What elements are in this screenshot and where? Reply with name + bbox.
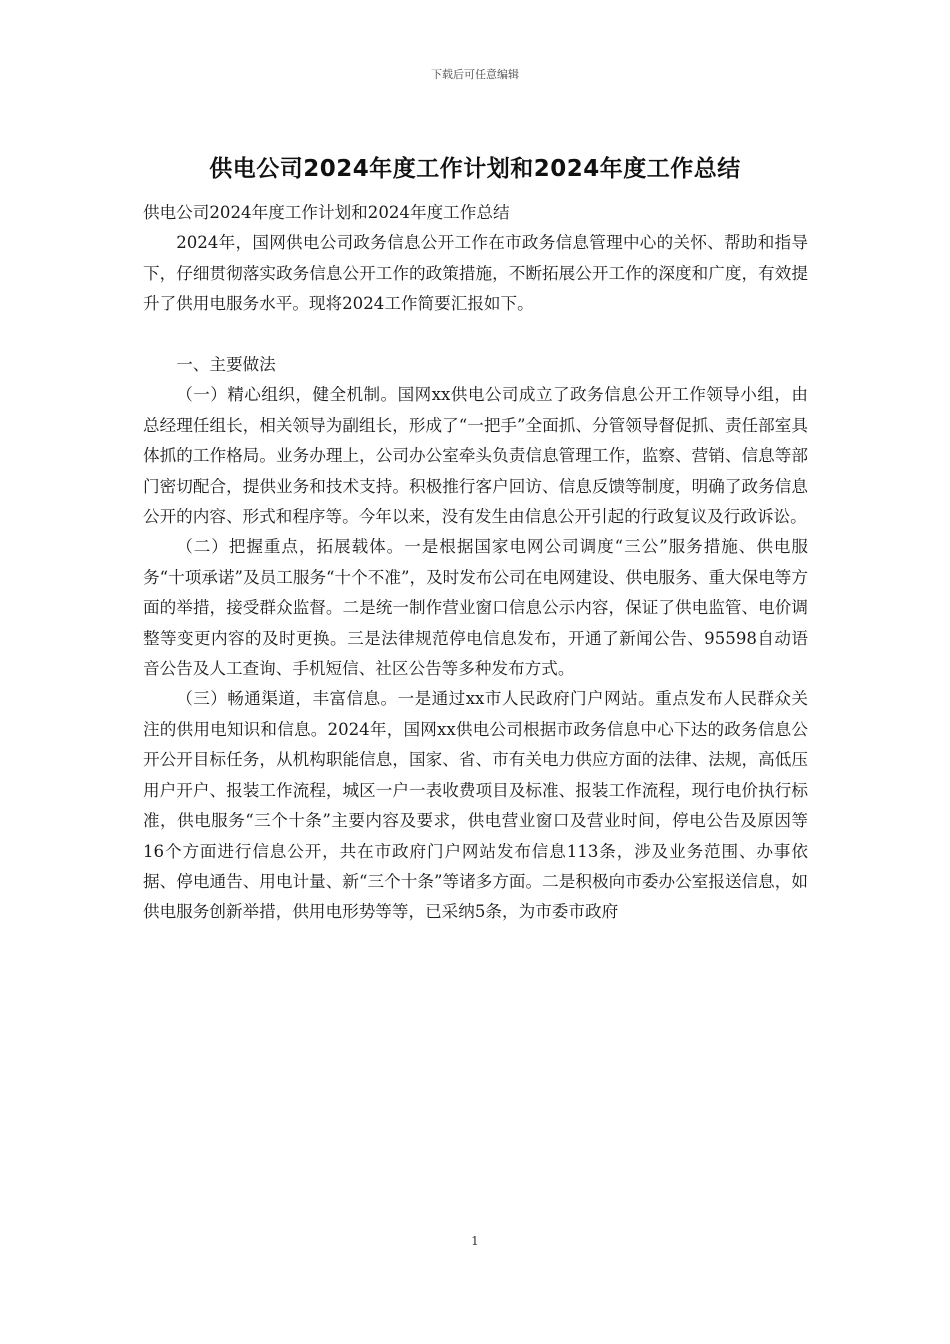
- intro-paragraph: 2024年，国网供电公司政务信息公开工作在市政务信息管理中心的关怀、帮助和指导下，仔细贯彻落实政务信息公开工作的政策措施，不断拓展公开工作的深度和广度，有效提升了供用电服务水平。现将2024工作简要汇报如下。: [143, 233, 808, 314]
- paragraph-item-1: （一）精心组织，健全机制。国网xx供电公司成立了政务信息公开工作领导小组，由总经理任组长，相关领导为副组长，形成了“一把手”全面抓、分管领导督促抓、责任部室具体抓的工作格局。业务办理上，公司办公室牵头负责信息管理工作，监察、营销、信息等部门密切配合，提供业务和技术支持。积极推行客户回访、信息反馈等制度，明确了政务信息公开的内容、形式和程序等。今年以来，没有发生由信息公开引起的行政复议及行政诉讼。: [143, 385, 808, 527]
- document-title: 供电公司2024年度工作计划和2024年度工作总结: [209, 156, 741, 182]
- page-number: 1: [471, 1234, 479, 1248]
- document-body: [143, 198, 808, 928]
- paragraph-item-2: （二）把握重点，拓展载体。一是根据国家电网公司调度“三公”服务措施、供电服务“十项承诺”及员工服务“十个不准”，及时发布公司在电网建设、供电服务、重大保电等方面的举措，接受群众监督。二是统一制作营业窗口信息公示内容，保证了供电监管、电价调整等变更内容的及时更换。三是法律规范停电信息发布，开通了新闻公告、95598自动语音公告及人工查询、手机短信、社区公告等多种发布方式。: [143, 537, 808, 679]
- paragraph-spacer: [143, 320, 808, 350]
- document-subtitle: 供电公司2024年度工作计划和2024年度工作总结: [143, 203, 510, 222]
- section-heading: 一、主要做法: [176, 355, 276, 375]
- paragraph-item-3: （三）畅通渠道，丰富信息。一是通过xx市人民政府门户网站。重点发布人民群众关注的供用电知识和信息。2024年，国网xx供电公司根据市政务信息中心下达的政务信息公开公开目标任务，从机构职能信息，国家、省、市有关电力供应方面的法律、法规，高低压用户开户、报装工作流程，城区一户一表收费项目及标准、报装工作流程，现行电价执行标准，供电服务“三个十条”主要内容及要求，供电营业窗口及营业时间，停电公告及原因等16个方面进行信息公开，共在市政府门户网站发布信息113条，涉及业务范围、办事依据、停电通告、用电计量、新“三个十条”等诸多方面。二是积极向市委办公室报送信息，如供电服务创新举措，供用电形势等等，已采纳5条，为市委市政府: [143, 689, 808, 922]
- header-note: 下载后可任意编辑: [431, 68, 519, 81]
